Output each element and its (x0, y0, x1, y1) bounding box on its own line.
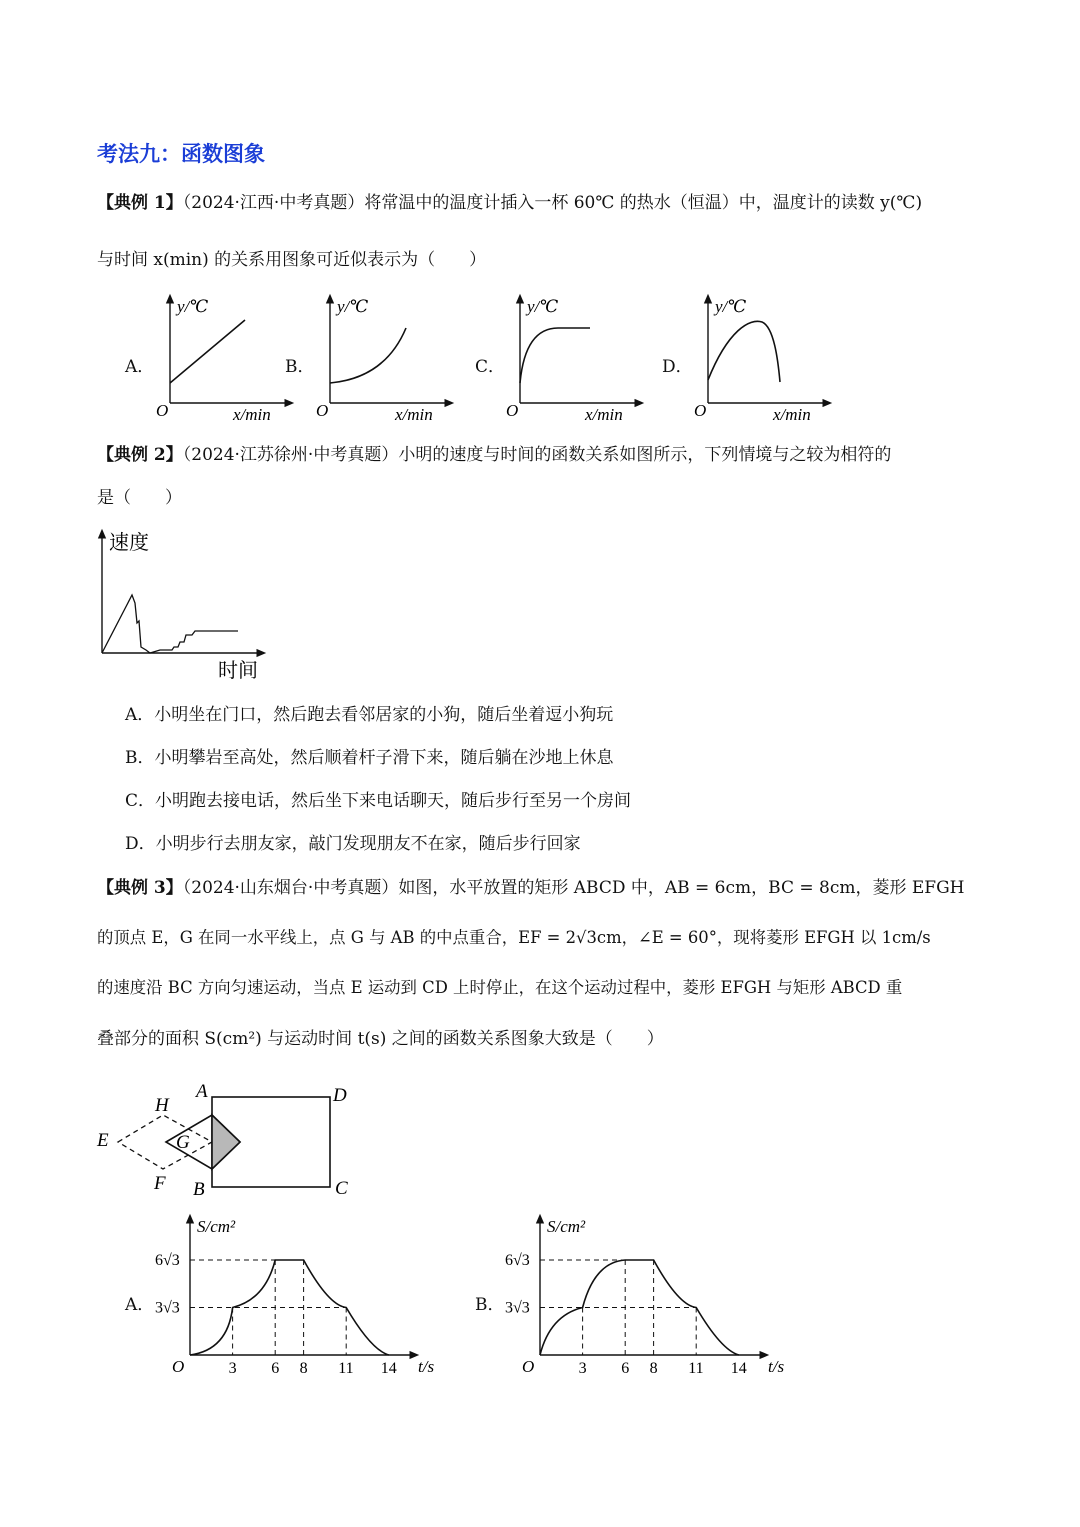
option-text: 小明攀岩至高处，然后顺着杆子滑下来，随后躺在沙地上休息 (154, 748, 614, 768)
x-tick-label: 14 (730, 1360, 747, 1377)
example2-text2: 是（ ） (97, 488, 182, 508)
label-G: G (176, 1132, 190, 1153)
y-label: y/℃ (715, 297, 747, 316)
ex2-option-c[interactable] (125, 790, 631, 812)
example3-line1 (97, 877, 964, 899)
option-letter: A． (125, 705, 155, 725)
example3-text2: 的顶点 E，G 在同一水平线上，点 G 与 AB 的中点重合，EF = 2√3cm，∠E = 60°，现将菱形 EFGH 以 1cm/s (97, 928, 931, 947)
x-label: 时间 (218, 660, 258, 682)
speed-curve (102, 595, 238, 653)
example2-label: 【典例 2】 (97, 445, 183, 465)
x-tick-label: 3 (228, 1360, 237, 1377)
ex3-figure (92, 1075, 372, 1205)
y-label: y/℃ (337, 297, 369, 316)
origin-label: O (694, 401, 707, 420)
y-label: S/cm² (197, 1217, 236, 1236)
origin-label: O (506, 401, 519, 420)
guide-lines (540, 1260, 696, 1355)
x-label: t/s (768, 1357, 785, 1376)
graph-curve (330, 328, 406, 383)
option-text: 小明坐在门口，然后跑去看邻居家的小狗，随后坐着逗小狗玩 (154, 705, 614, 725)
tick-labels (505, 1252, 747, 1377)
example2-text1: 小明的速度与时间的函数关系如图所示，下列情境与之较为相符的 (398, 445, 892, 465)
ex2-option-b[interactable] (125, 747, 614, 769)
ex1-graph-c[interactable] (500, 290, 650, 425)
x-label: x/min (585, 405, 623, 424)
y-tick-label: 3√3 (505, 1299, 530, 1317)
ex3-chart-b[interactable] (500, 1210, 800, 1385)
section-title: 考法九：函数图象 (97, 142, 265, 166)
ex2-option-a[interactable] (125, 704, 613, 726)
overlap-shaded (212, 1115, 240, 1169)
ex1-option-c-letter[interactable]: C． (475, 357, 506, 377)
origin-label: O (316, 401, 329, 420)
label-E: E (97, 1130, 109, 1151)
ex2-option-d[interactable] (125, 833, 581, 855)
ex1-option-d-letter[interactable]: D． (662, 357, 693, 377)
option-letter: C． (125, 791, 156, 811)
ex3-option-a-letter[interactable]: A． (125, 1295, 155, 1315)
origin-label: O (522, 1357, 535, 1376)
y-label: y/℃ (177, 297, 209, 316)
x-tick-label: 11 (688, 1360, 704, 1377)
x-tick-label: 11 (338, 1360, 354, 1377)
example1-text1: 将常温中的温度计插入一杯 60℃ 的热水（恒温）中，温度计的读数 y(℃) (364, 193, 923, 213)
ex1-graph-d[interactable] (688, 290, 838, 425)
origin-label: O (172, 1357, 185, 1376)
example1-text2: 与时间 x(min) 的关系用图象可近似表示为（ ） (97, 250, 487, 270)
option-text: 小明步行去朋友家，敲门发现朋友不在家，随后步行回家 (155, 834, 581, 854)
graph-line (170, 320, 245, 383)
x-tick-label: 3 (578, 1360, 587, 1377)
label-F: F (154, 1173, 166, 1194)
x-tick-label: 14 (380, 1360, 397, 1377)
origin-label: O (156, 401, 169, 420)
example1-source: （2024·江西·中考真题） (182, 193, 365, 213)
y-label: 速度 (109, 532, 149, 554)
label-C: C (335, 1178, 348, 1199)
ex3-chart-a[interactable] (150, 1210, 450, 1385)
tick-labels (155, 1252, 397, 1377)
example1-label: 【典例 1】 (97, 193, 183, 213)
label-B: B (193, 1179, 205, 1200)
x-tick-label: 8 (299, 1360, 308, 1377)
x-tick-label: 6 (621, 1360, 630, 1377)
label-D: D (333, 1085, 347, 1106)
x-label: t/s (418, 1357, 435, 1376)
example2-line1 (97, 444, 891, 466)
y-tick-label: 6√3 (505, 1252, 530, 1269)
y-tick-label: 3√3 (155, 1299, 180, 1317)
option-text: 小明跑去接电话，然后坐下来电话聊天，随后步行至另一个房间 (155, 791, 632, 811)
x-tick-label: 6 (271, 1360, 280, 1377)
x-tick-label: 8 (649, 1360, 658, 1377)
example3-source: （2024·山东烟台·中考真题） (182, 878, 399, 898)
option-letter: D． (125, 834, 156, 854)
example2-source: （2024·江苏徐州·中考真题） (182, 445, 399, 465)
x-label: x/min (395, 405, 433, 424)
y-label: S/cm² (547, 1217, 586, 1236)
ex1-graph-b[interactable] (310, 290, 460, 425)
example3-label: 【典例 3】 (97, 878, 183, 898)
option-letter: B． (125, 748, 155, 768)
label-H: H (155, 1095, 169, 1116)
ex3-option-b-letter[interactable]: B． (475, 1295, 505, 1315)
graph-curve (708, 321, 780, 382)
ex2-speed-graph (92, 525, 282, 685)
graph-curve (520, 328, 590, 383)
label-A: A (196, 1081, 208, 1102)
y-label: y/℃ (527, 297, 559, 316)
guide-lines (190, 1260, 346, 1355)
ex1-graph-a[interactable] (150, 290, 300, 425)
x-label: x/min (233, 405, 271, 424)
ex1-option-b-letter[interactable]: B． (285, 357, 315, 377)
ex1-option-a-letter[interactable]: A． (125, 357, 155, 377)
x-label: x/min (773, 405, 811, 424)
y-tick-label: 6√3 (155, 1252, 180, 1269)
example3-text4: 叠部分的面积 S(cm²) 与运动时间 t(s) 之间的函数关系图象大致是（ ） (97, 1029, 664, 1049)
example1-line1 (97, 192, 922, 214)
example3-text1: 如图，水平放置的矩形 ABCD 中，AB = 6cm，BC = 8cm，菱形 EFGH (398, 878, 965, 898)
example3-text3: 的速度沿 BC 方向匀速运动，当点 E 运动到 CD 上时停止，在这个运动过程中，菱形 EFGH 与矩形 ABCD 重 (97, 978, 903, 997)
